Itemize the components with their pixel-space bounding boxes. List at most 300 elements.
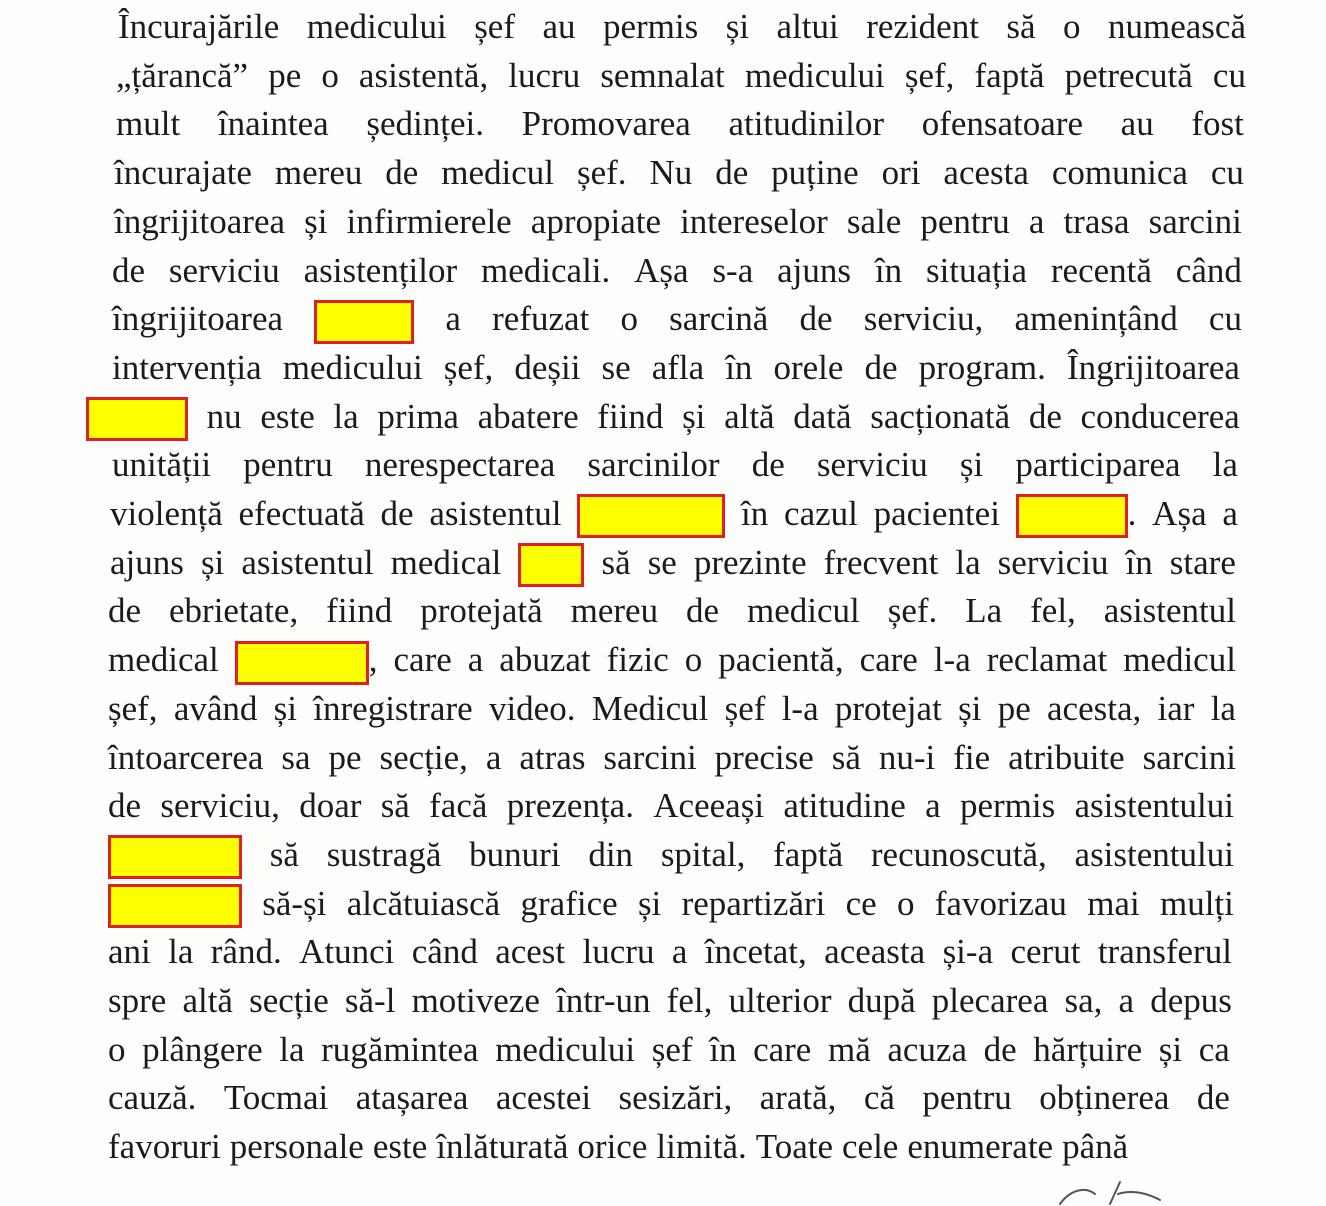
- word: precise: [714, 737, 814, 777]
- word: rugămintea: [321, 1029, 479, 1069]
- redaction-box: [314, 300, 414, 344]
- word: când: [411, 932, 478, 972]
- word: se: [601, 347, 631, 387]
- word: plecarea: [931, 981, 1049, 1020]
- word: program.: [918, 347, 1046, 387]
- word: a: [445, 299, 461, 339]
- word: unității: [112, 445, 212, 485]
- word: video.: [488, 688, 576, 728]
- word: să-și: [262, 883, 327, 923]
- word: o: [1063, 7, 1081, 46]
- word: de: [1196, 1078, 1230, 1118]
- word: faptă: [974, 55, 1045, 95]
- word: șef,: [904, 55, 955, 95]
- text-line: [118, 2, 1246, 51]
- word: sarcini: [1148, 201, 1242, 241]
- word: spre: [108, 981, 167, 1020]
- redaction-box: [518, 543, 584, 587]
- text-line: [110, 489, 1238, 538]
- word: orele: [773, 347, 844, 387]
- word: ani: [108, 932, 151, 972]
- word: sale: [846, 201, 902, 241]
- word: ajuns: [777, 250, 851, 290]
- word: la: [1212, 445, 1238, 485]
- word: Aceeași: [653, 786, 765, 826]
- word: arată,: [759, 1078, 837, 1118]
- redacted-word: [108, 829, 242, 879]
- text-line: [112, 294, 1242, 343]
- word: încurajate: [114, 153, 252, 193]
- word: atras: [519, 737, 586, 777]
- text-line: [112, 343, 1240, 392]
- word: cu: [1210, 153, 1244, 193]
- word: cauză.: [108, 1078, 197, 1118]
- redaction-box: [108, 835, 242, 879]
- word: pacientă,: [718, 640, 844, 680]
- word: a: [1118, 981, 1135, 1020]
- redaction-box: [86, 397, 188, 441]
- word: pentru: [920, 201, 1010, 241]
- word: și: [682, 396, 706, 436]
- word: recunoscută,: [870, 834, 1047, 874]
- word: de: [1028, 396, 1062, 436]
- word: șef,: [443, 347, 494, 387]
- word: Tocmai: [223, 1078, 329, 1118]
- word: trasa: [1063, 201, 1130, 241]
- word: serviciu,: [160, 786, 280, 826]
- word: până: [1062, 1127, 1129, 1167]
- word: medical: [108, 640, 219, 680]
- word: asistentului: [1074, 834, 1234, 874]
- word: înlăturată: [436, 1127, 569, 1167]
- redacted-word: [108, 878, 242, 928]
- word: hărțuire: [1033, 1029, 1143, 1069]
- word: La: [965, 591, 1003, 631]
- word: acestei: [495, 1078, 592, 1118]
- word: conducerea: [1080, 396, 1240, 436]
- word: la: [168, 932, 194, 972]
- word: îngrijitoarea: [114, 201, 286, 241]
- word: să: [831, 737, 861, 777]
- word: puține: [771, 153, 859, 193]
- word: fiind: [597, 396, 664, 436]
- text-line: [108, 1073, 1230, 1122]
- word: abatere: [477, 396, 579, 436]
- word: o: [108, 1029, 126, 1069]
- text-line: [108, 586, 1236, 635]
- word: intereselor: [680, 201, 828, 241]
- word: cele: [842, 1127, 899, 1167]
- word: Încurajările: [118, 7, 280, 46]
- word: altă: [724, 396, 775, 436]
- word: medicul: [747, 591, 860, 631]
- word: și: [1158, 1029, 1183, 1069]
- word: lucru: [582, 932, 655, 972]
- word: și-a: [942, 932, 994, 972]
- word: mulți: [1159, 883, 1234, 923]
- word: să: [601, 542, 631, 582]
- text-line: [110, 538, 1236, 587]
- word: nerespectarea: [364, 445, 556, 485]
- word: de: [686, 591, 720, 631]
- word: Nu: [649, 153, 693, 193]
- word: prezinte: [693, 542, 807, 582]
- word: pe: [268, 55, 302, 95]
- word: permis: [602, 7, 699, 46]
- word: efectuată: [238, 494, 365, 533]
- word: este: [372, 1127, 428, 1167]
- word: apropiate: [530, 201, 662, 241]
- word: sarcinilor: [587, 445, 720, 485]
- word: reclamat: [986, 640, 1108, 680]
- word: Așa: [1152, 494, 1207, 533]
- word: Medicul: [591, 688, 709, 728]
- word: de: [983, 1029, 1017, 1069]
- word: repartizări: [681, 883, 826, 923]
- text-line: [108, 976, 1232, 1025]
- text-line: [108, 733, 1236, 782]
- word: atitudine: [783, 786, 906, 826]
- text-line: [116, 99, 1244, 148]
- text-line: [112, 440, 1238, 489]
- word: Promovarea: [521, 104, 691, 144]
- word: atribuite: [1008, 737, 1125, 777]
- word: sarcini: [1142, 737, 1236, 777]
- text-line: [108, 830, 1234, 879]
- word: grafice: [520, 883, 618, 923]
- word: ca: [1198, 1029, 1230, 1069]
- word: șef: [724, 688, 766, 728]
- text-line: [108, 1025, 1230, 1074]
- word: situația: [925, 250, 1028, 290]
- word: șef.: [887, 591, 938, 631]
- word: șef.: [576, 153, 627, 193]
- word: secție: [249, 981, 329, 1020]
- word: frecvent: [823, 542, 939, 582]
- word: Atunci: [299, 932, 395, 972]
- word: fost: [1191, 104, 1244, 144]
- word: asistenților: [303, 250, 458, 290]
- word: facă: [429, 786, 488, 826]
- word: de: [799, 299, 833, 339]
- word: fiind: [326, 591, 393, 631]
- word: să: [269, 834, 299, 874]
- text-line: [108, 1122, 1230, 1171]
- word: a: [671, 932, 688, 972]
- redaction-box: [235, 641, 369, 685]
- word: se: [647, 542, 677, 582]
- word: comunica: [1051, 153, 1188, 193]
- word: fel,: [1030, 591, 1076, 631]
- word: mereu: [570, 591, 659, 631]
- word: de: [751, 445, 785, 485]
- text-line: [108, 635, 1236, 684]
- word: pentru: [922, 1078, 1012, 1118]
- word: să: [380, 786, 410, 826]
- word: medicului: [306, 7, 447, 46]
- word: când: [1175, 250, 1242, 290]
- word: medical: [390, 542, 502, 582]
- word: medicul: [1123, 640, 1236, 680]
- word: și: [725, 7, 750, 46]
- word: violență: [110, 494, 223, 533]
- redacted-word: [86, 391, 188, 441]
- word: din: [588, 834, 634, 874]
- word: la: [333, 396, 359, 436]
- word: a: [1028, 201, 1045, 241]
- word: a: [1222, 494, 1238, 533]
- word: prima: [377, 396, 459, 436]
- word: care: [753, 1029, 812, 1069]
- word: încetat,: [704, 932, 807, 972]
- word: secție,: [379, 737, 468, 777]
- word: serviciu: [997, 542, 1109, 582]
- word: și: [200, 542, 225, 582]
- word: medicului: [744, 55, 885, 95]
- word: asistentul: [1103, 591, 1236, 631]
- text-line: [116, 51, 1246, 100]
- word: l-a: [781, 688, 819, 728]
- word: mult: [116, 104, 181, 144]
- word: protejată: [420, 591, 543, 631]
- word: că: [863, 1078, 895, 1118]
- word: Așa: [634, 250, 689, 290]
- word: Toate: [755, 1127, 834, 1167]
- word: favoruri: [108, 1127, 221, 1167]
- word: limită.: [656, 1127, 747, 1167]
- word: permis: [959, 786, 1056, 826]
- word: nu-i: [878, 737, 936, 777]
- word: faptă: [773, 834, 844, 874]
- word: la: [279, 1029, 305, 1069]
- word: sesizări,: [618, 1078, 733, 1118]
- word: au: [542, 7, 576, 46]
- word: care: [859, 640, 918, 680]
- word: a: [485, 737, 502, 777]
- word: ajuns: [110, 542, 184, 582]
- word: participarea: [1015, 445, 1181, 485]
- word: refuzat: [492, 299, 590, 339]
- word: în: [1125, 542, 1153, 582]
- word: obținerea: [1039, 1078, 1170, 1118]
- text-line: [108, 684, 1236, 733]
- word: orice: [577, 1127, 648, 1167]
- word: și: [959, 445, 984, 485]
- word: în: [874, 250, 903, 290]
- word: și: [637, 883, 662, 923]
- word: rând.: [210, 932, 282, 972]
- word: stare: [1169, 542, 1236, 582]
- redacted-word: [314, 294, 414, 344]
- word: atașarea: [355, 1078, 469, 1118]
- word: s-a: [712, 250, 754, 290]
- word: „țărancă”: [116, 55, 249, 95]
- word: medicului: [282, 347, 423, 387]
- word: pentru: [243, 445, 333, 485]
- word: acesta,: [1047, 688, 1142, 728]
- word: atitudinilor: [728, 104, 884, 144]
- word: înaintea: [217, 104, 329, 144]
- word: șef,: [108, 688, 158, 728]
- signature-mark: [1050, 1180, 1170, 1206]
- word: personale: [229, 1127, 364, 1167]
- word: ebrietate,: [169, 591, 299, 631]
- word: infirmierele: [346, 201, 512, 241]
- redaction-box: [108, 884, 242, 928]
- word: ori: [881, 153, 921, 193]
- word: de: [864, 347, 898, 387]
- word: serviciu,: [863, 299, 984, 339]
- redacted-word: .: [1016, 489, 1137, 539]
- word: altă: [182, 981, 233, 1020]
- word: recentă: [1050, 250, 1152, 290]
- word: care: [393, 640, 452, 680]
- text-line: [112, 246, 1242, 295]
- word: de: [108, 786, 142, 826]
- word: enumerate: [907, 1127, 1054, 1167]
- word: și: [304, 201, 328, 241]
- text-line: [108, 927, 1232, 976]
- word: deșii: [514, 347, 581, 387]
- word: sarcini: [603, 737, 697, 777]
- word: pacientei: [873, 494, 1000, 533]
- word: pe: [997, 688, 1031, 728]
- word: fie: [953, 737, 991, 777]
- word: după: [847, 981, 916, 1020]
- word: să: [1006, 7, 1036, 46]
- word: dată: [793, 396, 852, 436]
- word: intervenția: [112, 347, 262, 387]
- word: ședinței.: [366, 104, 484, 144]
- redacted-word: [518, 537, 584, 587]
- word: medicului: [495, 1029, 636, 1069]
- word: nu: [206, 396, 242, 436]
- word: acest: [495, 932, 566, 972]
- word: aceasta: [824, 932, 926, 972]
- word: șef: [474, 7, 515, 46]
- word: sa: [281, 737, 311, 777]
- word: ulterior: [728, 981, 832, 1020]
- text-line: [86, 392, 1240, 441]
- word: în: [709, 1029, 737, 1069]
- word: medicali.: [481, 250, 611, 290]
- word: sa,: [1064, 981, 1103, 1020]
- word: cazul: [784, 494, 858, 533]
- word: abuzat: [499, 640, 591, 680]
- text-line: [108, 879, 1234, 928]
- word: amenințând: [1014, 299, 1178, 339]
- word: au: [1120, 104, 1154, 144]
- word: favorizau: [934, 883, 1067, 923]
- word: o: [897, 883, 915, 923]
- word: iar: [1157, 688, 1195, 728]
- word: mai: [1087, 883, 1140, 923]
- word: să-l: [344, 981, 396, 1020]
- word: a: [925, 786, 941, 826]
- word: sustragă: [326, 834, 442, 874]
- word: ce: [845, 883, 877, 923]
- word: și: [273, 688, 298, 728]
- word: asistentă,: [358, 55, 489, 95]
- word: lucru: [508, 55, 581, 95]
- word: întoarcerea: [108, 737, 264, 777]
- redaction-box: [1016, 494, 1128, 538]
- word: cu: [1208, 299, 1242, 339]
- word: în: [725, 347, 753, 387]
- redacted-word: ,: [235, 635, 378, 685]
- word: în: [741, 494, 769, 533]
- text-line: [108, 781, 1234, 830]
- redaction-box: [577, 494, 725, 538]
- word: doar: [299, 786, 362, 826]
- word: cu: [1212, 55, 1246, 95]
- word: o: [321, 55, 339, 95]
- word: afla: [651, 347, 705, 387]
- word: cerut: [1010, 932, 1081, 972]
- word: plângere: [142, 1029, 263, 1069]
- word: rezident: [866, 7, 979, 46]
- word: depus: [1150, 981, 1232, 1020]
- word: sacționată: [870, 396, 1011, 436]
- redacted-word: [577, 489, 725, 539]
- word: transferul: [1097, 932, 1232, 972]
- word: numească: [1108, 7, 1246, 46]
- word: înregistrare: [313, 688, 473, 728]
- word: mă: [827, 1029, 871, 1069]
- text-line: [114, 148, 1244, 197]
- word: de: [385, 153, 419, 193]
- word: ofensatoare: [921, 104, 1083, 144]
- word: bunuri: [469, 834, 561, 874]
- word: fizic: [606, 640, 669, 680]
- word: o: [684, 640, 703, 680]
- word: medicul: [441, 153, 555, 193]
- word: altui: [776, 7, 839, 46]
- word: sarcină: [669, 299, 769, 339]
- word: la: [1210, 688, 1236, 728]
- word: spital,: [660, 834, 746, 874]
- word: și: [958, 688, 982, 728]
- word: la: [955, 542, 981, 582]
- word: l-a: [933, 640, 971, 680]
- text-line: [114, 197, 1242, 246]
- word: mereu: [274, 153, 363, 193]
- word: petrecută: [1064, 55, 1193, 95]
- word: asistentului: [1074, 786, 1234, 826]
- word: șef: [651, 1029, 693, 1069]
- word: de: [380, 494, 414, 533]
- word: prezența.: [506, 786, 634, 826]
- word: fel,: [666, 981, 713, 1020]
- word: Îngrijitoarea: [1066, 347, 1240, 387]
- word: acuza: [887, 1029, 967, 1069]
- word: alcătuiască: [346, 883, 501, 923]
- word: într-un: [555, 981, 651, 1020]
- word: având: [173, 688, 258, 728]
- word: o: [620, 299, 638, 339]
- word: este: [260, 396, 315, 436]
- word: acesta: [943, 153, 1029, 193]
- word: asistentul: [429, 494, 562, 533]
- word: motiveze: [411, 981, 540, 1020]
- word: semnalat: [600, 55, 725, 95]
- word: îngrijitoarea: [112, 299, 284, 339]
- word: protejat: [834, 688, 942, 728]
- word: pe: [328, 737, 362, 777]
- word: serviciu: [816, 445, 928, 485]
- word: serviciu: [168, 250, 280, 290]
- word: de: [112, 250, 146, 290]
